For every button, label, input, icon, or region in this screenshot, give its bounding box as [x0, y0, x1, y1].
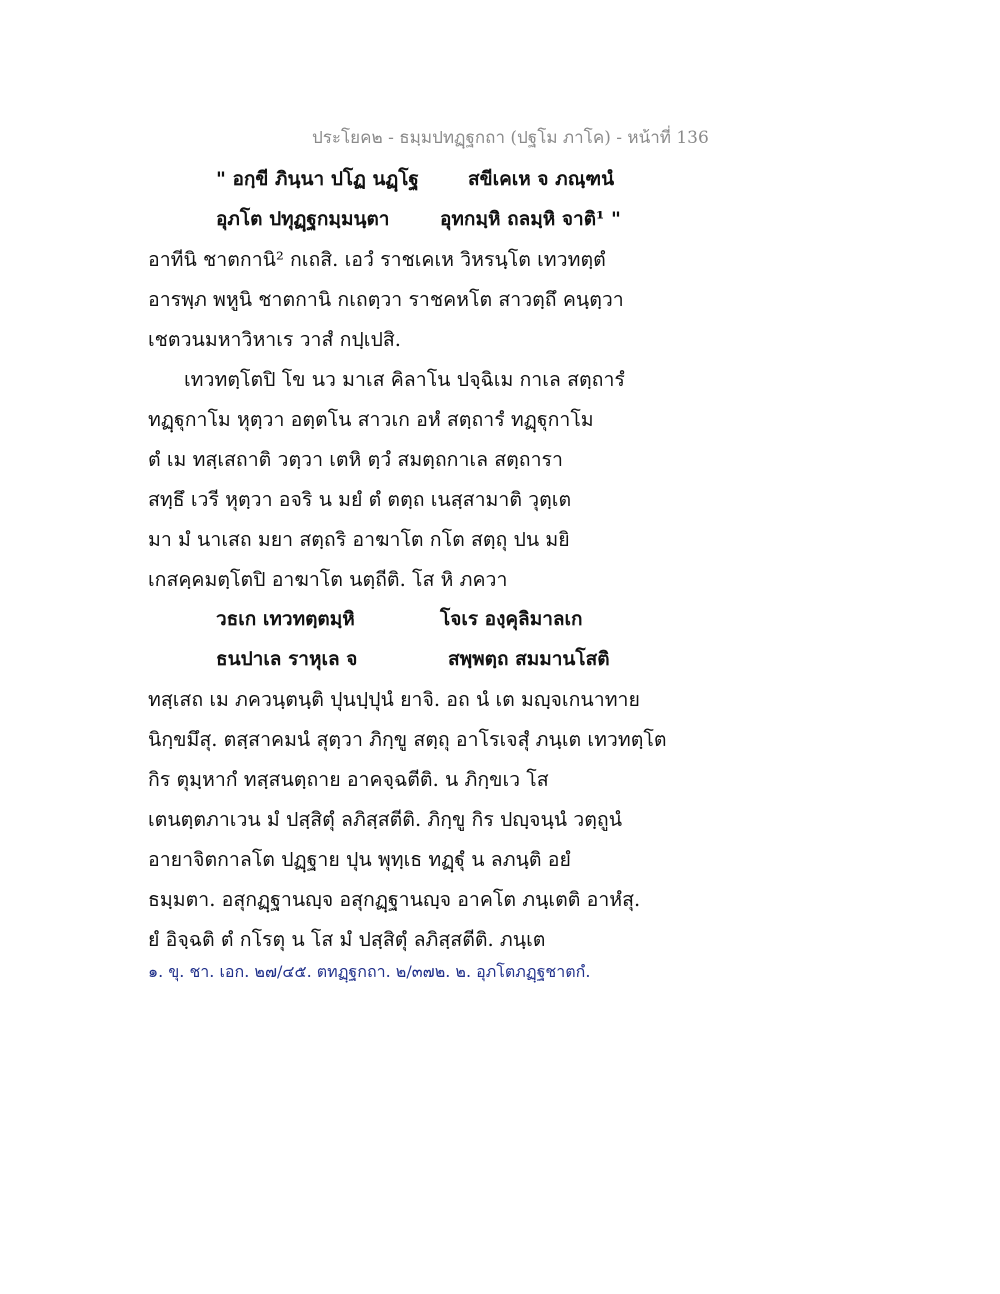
paragraph-line: ธมฺมตา. อสุกฏฺฐานญฺจ อสุกฏฺฐานญฺจ อาคโต ภนฺเตติ อาหํสุ. — [148, 888, 641, 911]
paragraph-line: เตนตฺตภาเวน มํ ปสฺสิตุํ ลภิสฺสตีติ. ภิกฺขู กิร ปญฺจนฺนํ วตฺถูนํ — [148, 808, 623, 831]
paragraph-line: ทสฺเสถ เม ภควนฺตนฺติ ปุนปฺปุนํ ยาจิ. อถ นํ เต มญฺจเกนาทาย — [148, 688, 640, 711]
paragraph-line: เทวทตฺโตปิ โข นว มาเส คิลาโน ปจฺฉิเม กาเล สตฺถารํ — [184, 368, 625, 391]
verse1-line1-right: สขีเคเห จ ภณฺฑนํ — [468, 168, 615, 190]
paragraph-line: สทฺธึ เวรี หุตฺวา อจริ น มยํ ตํ ตตฺถ เนสฺสามาติ วุตฺเต — [148, 488, 572, 511]
verse1-line2-right: อุทกมฺหิ ถลมฺหิ จาติ¹ " — [440, 208, 621, 230]
paragraph-line: อาทีนิ ชาตกานิ² กเถสิ. เอวํ ราชเคเห วิหรนฺโต เทวทตฺตํ — [148, 248, 606, 271]
paragraph-line: เกสคฺคมตฺโตปิ อาฆาโต นตฺถีติ. โส หิ ภควา — [148, 568, 508, 591]
paragraph-line: อารพฺภ พหูนิ ชาตกานิ กเถตฺวา ราชคหโต สาวตฺถึ คนฺตฺวา — [148, 288, 624, 311]
paragraph-line: ยํ อิจฺฉติ ตํ กโรตุ น โส มํ ปสฺสิตุํ ลภิสฺสตีติ. ภนฺเต — [148, 928, 546, 951]
paragraph-line: ทฏฺฐุกาโม หุตฺวา อตฺตโน สาวเก อหํ สตฺถารํ ทฏฺฐุกาโม — [148, 408, 594, 431]
paragraph-line: นิกฺขมึสุ. ตสฺสาคมนํ สุตฺวา ภิกฺขู สตฺถุ อาโรเจสุํ ภนฺเต เทวทตฺโต — [148, 728, 667, 751]
page-header: ประโยค๒ - ธมฺมปทฏฺฐกถา (ปฐโม ภาโค) - หน้าที่ 136 — [312, 128, 709, 148]
verse2-line1-right: โจเร องฺคุลิมาลเก — [440, 608, 583, 630]
paragraph-line: เชตวนมหาวิหาเร วาสํ กปฺเปสิ. — [148, 328, 401, 351]
paragraph-line: กิร ตุมฺหากํ ทสฺสนตฺถาย อาคจฺฉตีติ. น ภิกฺขเว โส — [148, 768, 549, 791]
verse2-line2-left: ธนปาเล ราหุเล จ — [216, 648, 358, 670]
verse2-line1-left: วธเก เทวทตฺตมฺหิ — [216, 608, 355, 630]
paragraph-line: อายาจิตกาลโต ปฏฺฐาย ปุน พุทฺเธ ทฏฺฐุํ น ลภนฺติ อยํ — [148, 848, 571, 871]
verse1-line1-left: " อกฺขี ภินฺนา ปโฏ นฏฺโฐ — [216, 168, 419, 190]
paragraph-line: ตํ เม ทสฺเสถาติ วตฺวา เตหิ ตฺวํ สมตฺถกาเล สตฺถารา — [148, 448, 563, 471]
paragraph-line: มา มํ นาเสถ มยา สตฺถริ อาฆาโต กโต สตฺถุ ปน มยิ — [148, 528, 570, 551]
verse2-line2-right: สพฺพตฺถ สมมานโสติ — [448, 648, 610, 670]
footnote: ๑. ขุ. ชา. เอก. ๒๗/๔๕. ตทฏฺฐกถา. ๒/๓๗๒. ๒. อุภโตภฏฺฐชาตกํ. — [148, 962, 591, 981]
verse1-line2-left: อุภโต ปทุฏฺฐกมฺมนฺตา — [216, 208, 390, 230]
